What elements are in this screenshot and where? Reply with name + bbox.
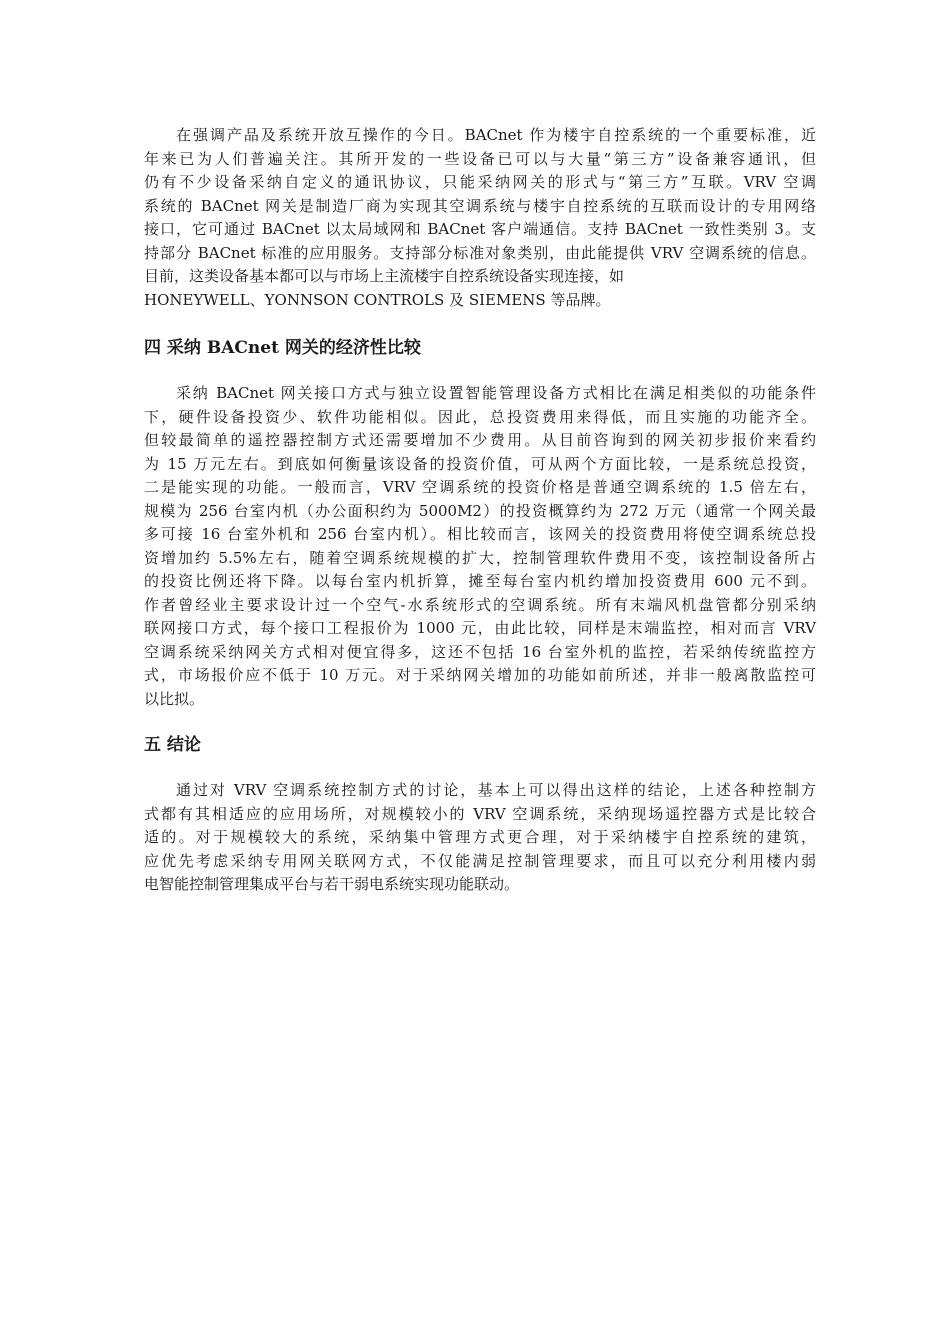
text-line: 但较最简单的遥控器控制方式还需要增加不少费用。从目前咨询到的网关初步报价来看约 — [144, 431, 816, 449]
text-line: 二是能实现的功能。一般而言，VRV 空调系统的投资价格是普通空调系统的 1.5 倍左右， — [144, 478, 816, 496]
text-line: 以比拟。 — [144, 689, 205, 708]
text-line: 空调系统采纳网关方式相对便宜得多，这还不包括 16 台室外机的监控，若采纳传统监控方 — [144, 642, 816, 661]
text-line: 资增加约 5.5%左右，随着空调系统规模的扩大，控制管理软件费用不变，该控制设备所占 — [144, 548, 816, 567]
text-line: 仍有不少设备采纳自定义的通讯协议，只能采纳网关的形式与“第三方”互联。VRV 空调 — [144, 173, 816, 191]
text-line: HONEYWELL、YONNSON CONTROLS 及 SIEMENS 等品牌。 — [144, 290, 611, 309]
text-line: 的投资比例还将下降。以每台室内机折算，摊至每台室内机约增加投资费用 600 元不到。 — [144, 572, 816, 590]
text-line: 接口，它可通过 BACnet 以太局域网和 BACnet 客户端通信。支持 BACnet 一致性类别 3。支 — [144, 220, 816, 238]
paragraph-bacnet-intro — [144, 124, 816, 312]
text-line: 下，硬件设备投资少、软件功能相似。因此，总投资费用来得低，而且实施的功能齐全。 — [144, 407, 816, 426]
text-line: 作者曾经业主要求设计过一个空气-水系统形式的空调系统。所有末端风机盘管都分别采纳 — [144, 595, 816, 614]
text-line: 适的。对于规模较大的系统，采纳集中管理方式更合理，对于采纳楼宇自控系统的建筑， — [144, 828, 816, 846]
document-page — [144, 124, 816, 897]
text-line: 电智能控制管理集成平台与若干弱电系统实现功能联动。 — [144, 875, 520, 893]
text-line: 联网接口方式，每个接口工程报价为 1000 元，由此比较，同样是末端监控，相对而言 VRV — [144, 619, 816, 637]
section-heading-conclusion: 五 结论 — [144, 735, 201, 755]
text-line: 目前，这类设备基本都可以与市场上主流楼宇自控系统设备实现连接，如 — [144, 267, 625, 285]
paragraph-economics — [144, 382, 816, 711]
text-line: 应优先考虑采纳专用网关联网方式，不仅能满足控制管理要求，而且可以充分利用楼内弱 — [144, 851, 816, 870]
section-heading-economics: 四 采纳 BACnet 网关的经济性比较 — [144, 338, 421, 358]
text-line: 系统的 BACnet 网关是制造厂商为实现其空调系统与楼宇自控系统的互联而设计的专用网络 — [144, 196, 816, 215]
text-line: 年来已为人们普遍关注。其所开发的一些设备已可以与大量“第三方”设备兼容通讯，但 — [144, 149, 816, 168]
text-line: 多可接 16 台室外机和 256 台室内机）。相比较而言，该网关的投资费用将使空调系统总投 — [144, 525, 816, 543]
text-line: 规模为 256 台室内机（办公面积约为 5000M2）的投资概算约为 272 万元（通常一个网关最 — [144, 501, 816, 520]
text-line: 式，市场报价应不低于 10 万元。对于采纳网关增加的功能如前所述，并非一般离散监控可 — [144, 666, 816, 684]
text-line: 持部分 BACnet 标准的应用服务。支持部分标准对象类别，由此能提供 VRV 空调系统的信息。 — [144, 243, 816, 262]
text-line: 为 15 万元左右。到底如何衡量该设备的投资价值，可从两个方面比较，一是系统总投资， — [144, 454, 816, 473]
text-line: 通过对 VRV 空调系统控制方式的讨论，基本上可以得出这样的结论，上述各种控制方 — [176, 781, 816, 799]
text-line: 式都有其相适应的应用场所，对规模较小的 VRV 空调系统，采纳现场遥控器方式是比较合 — [144, 804, 816, 823]
text-line: 采纳 BACnet 网关接口方式与独立设置智能管理设备方式相比在满足相类似的功能条件 — [176, 384, 816, 402]
text-line: 在强调产品及系统开放互操作的今日。BACnet 作为楼宇自控系统的一个重要标准，近 — [176, 126, 816, 144]
paragraph-conclusion — [144, 779, 816, 897]
